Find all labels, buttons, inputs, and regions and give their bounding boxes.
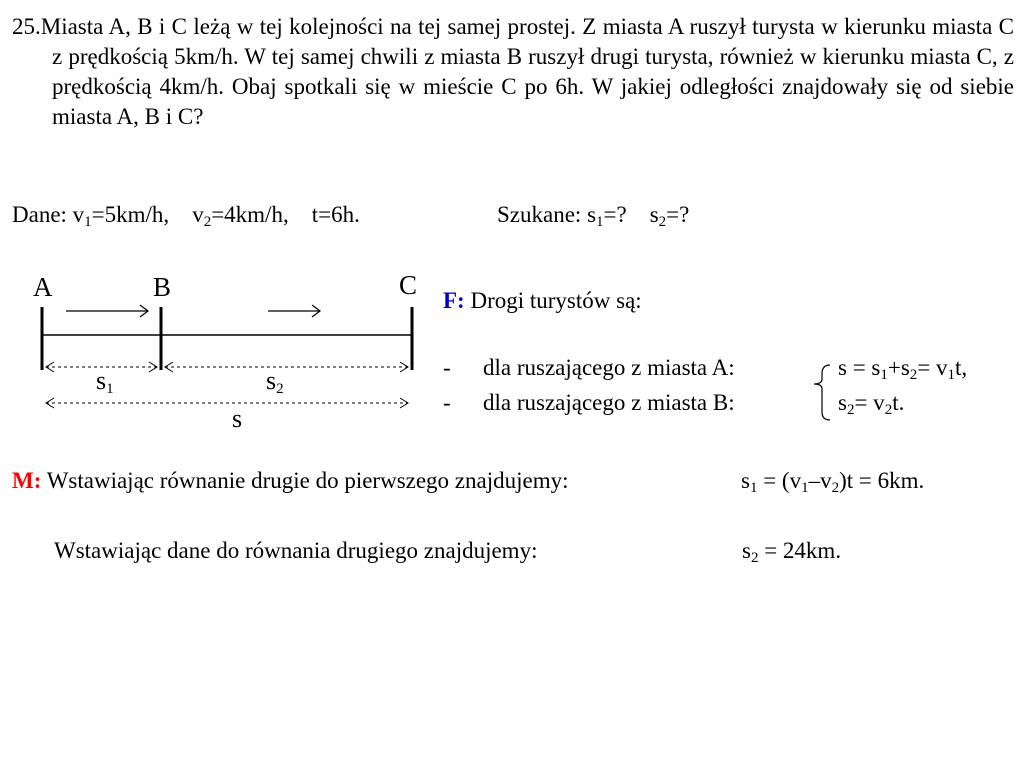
equation-2 [838, 390, 904, 416]
res1-sub-1: 1 [749, 480, 758, 496]
line1-dash: - [443, 355, 451, 380]
res1-part-d: )t = 6km. [839, 468, 925, 493]
problem-number: 25. [12, 14, 41, 39]
s1-subscript: 1 [596, 214, 604, 230]
seg2-label [266, 366, 284, 396]
v1-subscript: 1 [84, 214, 92, 230]
seg1-symbol: s [96, 366, 107, 395]
res1-sub-3: 2 [831, 480, 840, 496]
v2-symbol: v [192, 202, 204, 227]
eq1-part-a: s = s [838, 355, 881, 380]
v2-value: =4km/h, [211, 202, 289, 227]
given-label: Dane: [12, 202, 67, 227]
s1-value: =? [603, 202, 627, 227]
problem-text: Miasta A, B i C leżą w tej kolejności na tej samej prostej. Z miasta A ruszył turysta w kierunku miasta C z prędkością 5km/h. W tej samej chwili z miasta B ruszył drugi turysta, również w kierunku miasta C, z prędkością 4km/h. Obaj spotkali się w mieście C po 6h. W jakiej odległości znajdowały się od siebie miasta A, B i C? [40, 14, 1014, 129]
res1-sub-2: 1 [801, 480, 809, 496]
t-value: t=6h. [311, 202, 360, 227]
math-text-2: Wstawiając dane do równania drugiego znajdujemy: [54, 538, 538, 563]
physics-heading-line [443, 288, 642, 314]
result-1 [741, 468, 924, 494]
sought-label: Szukane: [497, 202, 582, 227]
physics-heading: Drogi turystów są: [470, 288, 642, 313]
eq1-part-b: +s [887, 355, 910, 380]
s1-symbol: s [587, 202, 597, 227]
math-line-1 [12, 468, 569, 494]
res2-part-a: s [742, 538, 751, 563]
point-c-label: C [399, 270, 418, 300]
result-2 [742, 538, 841, 564]
res2-sub-1: 2 [750, 550, 759, 566]
eq1-sub-2: 2 [909, 367, 918, 383]
res2-part-b: = 24km. [758, 538, 842, 563]
line1-text: dla ruszającego z miasta A: [483, 355, 735, 380]
physics-marker: F: [443, 288, 465, 313]
seg2-subscript: 2 [276, 381, 284, 397]
eq1-sub-1: 1 [880, 367, 888, 383]
v2-subscript: 2 [203, 214, 212, 230]
res1-part-b: = (v [757, 468, 802, 493]
seg2-symbol: s [266, 366, 277, 395]
brace-icon [814, 365, 830, 420]
res1-part-a: s [741, 468, 750, 493]
line2-text: dla ruszającego z miasta B: [483, 390, 735, 415]
seg1-label [96, 366, 114, 396]
v1-value: =5km/h, [91, 202, 170, 227]
point-a-label: A [33, 272, 53, 302]
s2-subscript: 2 [658, 214, 667, 230]
point-b-label: B [153, 272, 172, 302]
total-label: s [232, 404, 243, 433]
eq2-part-a: s [838, 390, 847, 415]
math-text-1: Wstawiając równanie drugie do pierwszego znajdujemy: [46, 468, 569, 493]
equation-1 [838, 355, 967, 381]
eq2-sub-1: 2 [846, 402, 855, 418]
eq1-part-c: = v [917, 355, 948, 380]
eq1-sub-3: 1 [947, 367, 956, 383]
res1-part-c: –v [808, 468, 832, 493]
v1-symbol: v [72, 202, 85, 227]
seg1-subscript: 1 [106, 381, 114, 397]
eq2-part-b: = v [854, 390, 885, 415]
eq1-part-d: t, [955, 355, 968, 380]
eq2-sub-2: 2 [884, 402, 893, 418]
eq2-part-c: t. [892, 390, 905, 415]
line2-dash: - [443, 390, 451, 415]
s2-value: =? [666, 202, 690, 227]
s2-symbol: s [649, 202, 659, 227]
math-marker: M: [12, 468, 42, 493]
